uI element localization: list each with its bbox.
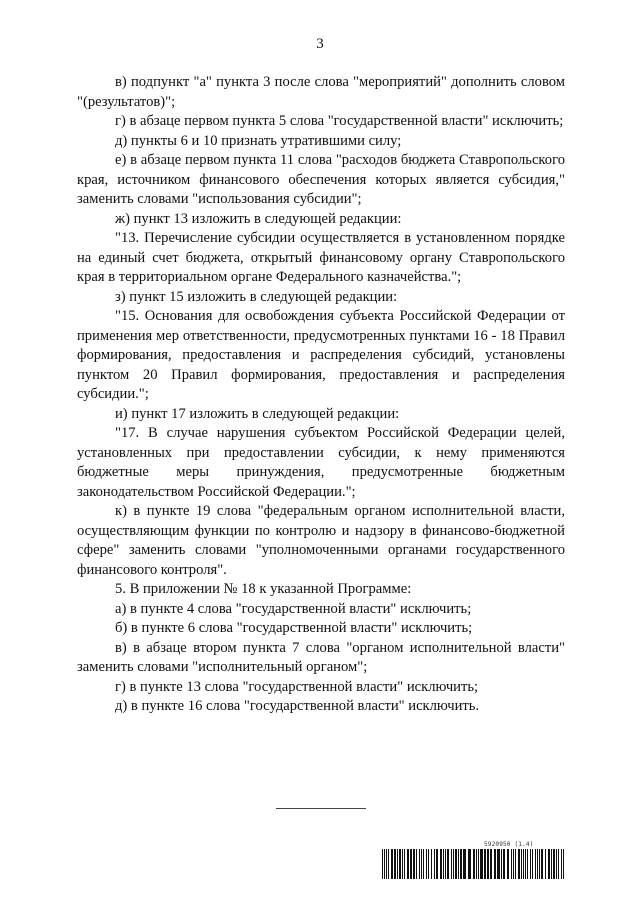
barcode-bar: [478, 849, 479, 879]
barcode-bar: [539, 849, 540, 879]
paragraph: е) в абзаце первом пункта 11 слова "расходов бюджета Ставропольского края, источником финансового обеспечения которых является субсидия," заменить словами "использования субсидии";: [77, 152, 565, 207]
barcode-bar: [447, 849, 449, 879]
barcode-bar: [426, 849, 427, 879]
barcode-bar: [548, 849, 550, 879]
barcode-bar: [561, 849, 562, 879]
paragraph: г) в абзаце первом пункта 5 слова "государственной власти" исключить;: [115, 113, 564, 129]
paragraph: г) в пункте 13 слова "государственной власти" исключить;: [115, 678, 479, 695]
barcode-bar: [541, 849, 543, 879]
paragraph: з) пункт 15 изложить в следующей редакции:: [115, 288, 398, 305]
paragraph: д) пункты 6 и 10 признать утратившими силу;: [115, 132, 402, 149]
barcode-bar: [434, 849, 435, 879]
barcode-bar: [511, 849, 512, 879]
barcode-bar: [530, 849, 531, 879]
barcode-bar: [404, 849, 405, 879]
barcode-bar: [463, 849, 466, 879]
barcode-bar: [436, 849, 438, 879]
barcode-bar: [413, 849, 415, 879]
barcode-bar: [443, 849, 444, 879]
barcode-bar: [384, 849, 385, 879]
barcode-bar: [391, 849, 393, 879]
barcode-bar: [480, 849, 483, 879]
barcode-bar: [532, 849, 533, 879]
barcode-bar: [458, 849, 459, 879]
barcode-bar: [513, 849, 514, 879]
barcode-bar: [521, 849, 522, 879]
paragraph: к) в пункте 19 слова "федеральным органом исполнительной власти, осуществляющим функции по контролю и надзору в финансово-бюджетной сфере" заменить словами "уполномоченными органами государственного финансового контроля".: [77, 503, 565, 578]
barcode-bar: [476, 849, 477, 879]
barcode-bar: [416, 849, 417, 879]
barcode-bar: [490, 849, 492, 879]
barcode-bar: [558, 849, 559, 879]
barcode-bar: [421, 849, 422, 879]
barcode-bar: [410, 849, 412, 879]
paragraph: в) подпункт "а" пункта 3 после слова "мероприятий" дополнить словом "(результатов)";: [77, 74, 565, 110]
barcode-bar: [527, 849, 528, 879]
barcode-bar: [525, 849, 526, 879]
barcode-bar: [484, 849, 486, 879]
barcode-bar: [440, 849, 442, 879]
barcode-bar: [487, 849, 489, 879]
barcode-bar: [515, 849, 516, 879]
barcode-bar: [556, 849, 557, 879]
paragraph: б) в пункте 6 слова "государственной власти" исключить;: [115, 620, 473, 636]
barcode-bar: [507, 849, 509, 879]
barcode-bar: [407, 849, 409, 879]
barcode-bar: [460, 849, 462, 879]
barcode-bar: [386, 849, 387, 879]
barcode-bar: [473, 849, 475, 879]
barcode-bar: [399, 849, 401, 879]
barcode-bar: [428, 849, 429, 879]
barcode-bar: [537, 849, 538, 879]
barcode-bar: [431, 849, 432, 879]
paragraph: 5. В приложении № 18 к указанной Программе:: [115, 581, 412, 597]
barcode-bar: [382, 849, 383, 879]
barcode-bar: [455, 849, 457, 879]
paragraph: и) пункт 17 изложить в следующей редакции:: [115, 405, 400, 422]
document-body: [77, 73, 565, 717]
paragraph: ж) пункт 13 изложить в следующей редакции:: [115, 210, 402, 227]
paragraph: "13. Перечисление субсидии осуществляется в установленном порядке на единый счет бюджета, открытый финансовому органу Ставропольского края в территориальном органе Федерального казначейства.";: [77, 230, 565, 285]
barcode-bar: [453, 849, 454, 879]
barcode-bar: [535, 849, 536, 879]
barcode-bar: [451, 849, 452, 879]
paragraph: д) в пункте 16 слова "государственной власти" исключить.: [115, 698, 480, 714]
barcode-bar: [468, 849, 471, 879]
barcode-icon: [382, 849, 566, 879]
page-number: 3: [316, 36, 324, 52]
barcode-bar: [445, 849, 446, 879]
barcode-bar: [497, 849, 500, 879]
barcode-bar: [563, 849, 564, 879]
barcode-bar: [388, 849, 389, 879]
barcode-bar: [394, 849, 396, 879]
paragraph: "17. В случае нарушения субъектом Российской Федерации целей, установленных при предоставлении субсидии, к нему применяются бюджетные меры принуждения, предусмотренные бюджетным законодательством Российской Федерации.";: [77, 425, 565, 500]
barcode-bar: [501, 849, 502, 879]
barcode-code: 5920950 (1.4): [484, 841, 534, 848]
paragraph: "15. Основания для освобождения субъекта Российской Федерации от применения мер ответственности, предусмотренных пунктами 16 - 18 Правил формирования, предоставления и распределения субсидий, установлены пунктом 20 Правил формирования, предоставления и распределения субсидии.";: [77, 308, 565, 402]
barcode-bar: [545, 849, 546, 879]
barcode-bar: [419, 849, 420, 879]
footer-divider: [276, 808, 366, 809]
paragraph: а) в пункте 4 слова "государственной власти" исключить;: [115, 600, 472, 617]
barcode-bar: [518, 849, 520, 879]
paragraph: в) в абзаце втором пункта 7 слова "органом исполнительной власти" заменить словами "исполнительный органом";: [77, 639, 565, 675]
barcode-bar: [494, 849, 496, 879]
barcode-bar: [523, 849, 524, 879]
barcode-bar: [402, 849, 403, 879]
barcode-bar: [397, 849, 398, 879]
barcode-bar: [553, 849, 555, 879]
barcode-bar: [423, 849, 424, 879]
barcode-bar: [551, 849, 552, 879]
barcode-bar: [503, 849, 505, 879]
